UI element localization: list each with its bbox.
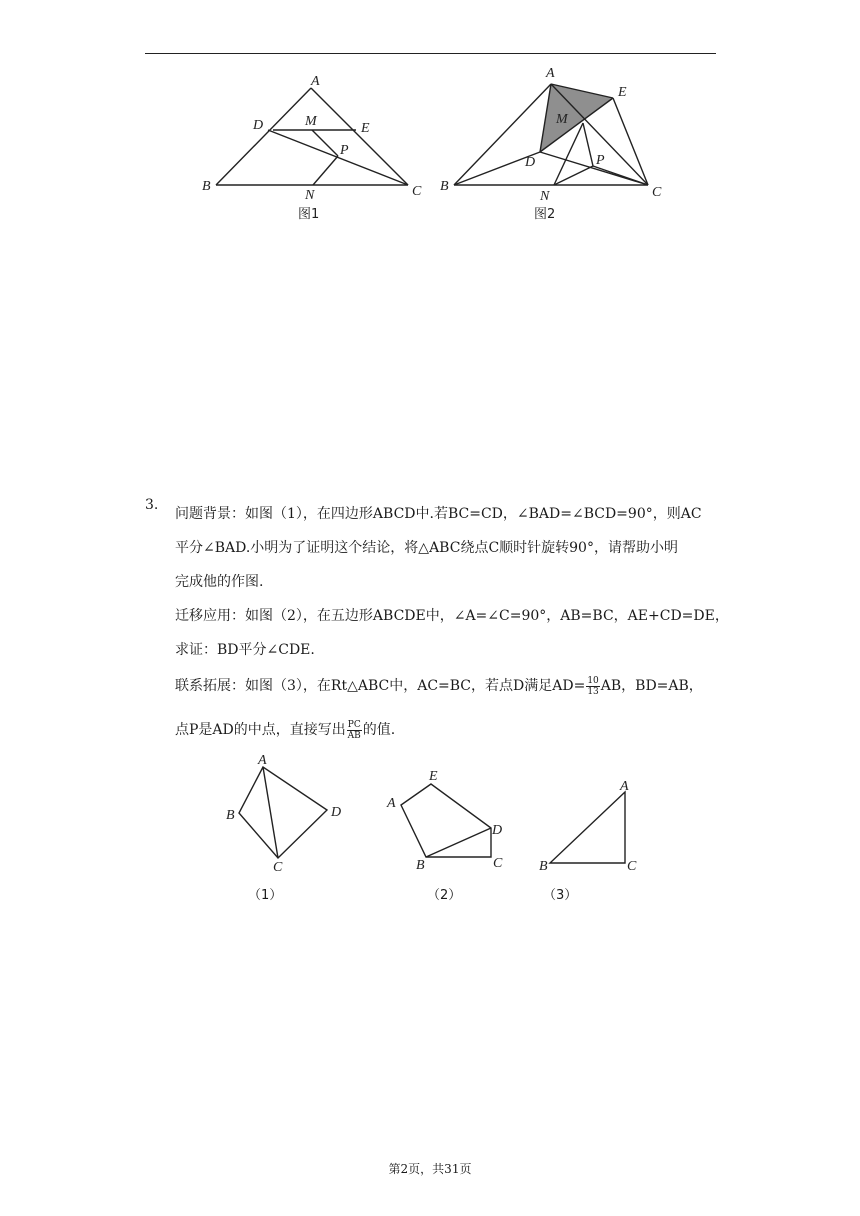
frac-num: 10 xyxy=(587,675,599,686)
line6-post: AB，BD=AB， xyxy=(600,678,703,694)
frac-den: 13 xyxy=(587,686,599,697)
frac-num: PC xyxy=(347,719,361,730)
fig1-label-p: P xyxy=(340,143,349,158)
sf2-label-d: D xyxy=(492,823,503,838)
fig1-label-a: A xyxy=(311,74,320,89)
fig1-label-m: M xyxy=(305,114,317,129)
fig2-label-a: A xyxy=(546,66,555,81)
line7-pre: 点P是AD的中点，直接写出 xyxy=(175,722,346,738)
question-line-7 xyxy=(175,719,395,741)
fig2-label-d: D xyxy=(525,155,536,170)
line7-post: 的值. xyxy=(362,722,396,738)
sf2-label-b: B xyxy=(416,858,425,873)
question-line-2: 平分∠BAD.小明为了证明这个结论，将△ABC绕点C顺时针旋转90°，请帮助小明 xyxy=(175,540,678,556)
question-line-5: 求证：BD平分∠CDE. xyxy=(175,642,315,658)
fig1-label-c: C xyxy=(412,184,422,199)
fig2-label-e: E xyxy=(618,85,627,100)
question-line-6 xyxy=(175,675,703,697)
small-fig3-caption: （3） xyxy=(543,888,578,903)
fig2-label-b: B xyxy=(440,179,449,194)
sf1-label-a: A xyxy=(258,753,267,768)
sf1-label-c: C xyxy=(273,860,283,875)
fig1-label-b: B xyxy=(202,179,211,194)
small-fig2-caption: （2） xyxy=(427,888,462,903)
sf2-label-c: C xyxy=(493,856,503,871)
fig1-label-n: N xyxy=(305,188,315,203)
figure-2 xyxy=(0,0,860,240)
sf2-label-e: E xyxy=(429,769,438,784)
fraction-pc-ab xyxy=(347,720,362,741)
fig1-label-e: E xyxy=(361,121,370,136)
sf1-label-b: B xyxy=(226,808,235,823)
sf3-label-a: A xyxy=(620,779,629,794)
sf2-label-a: A xyxy=(387,796,396,811)
shaded-triangle xyxy=(540,84,613,152)
fig2-label-c: C xyxy=(652,185,662,200)
fig2-caption: 图2 xyxy=(534,207,556,222)
sf3-label-c: C xyxy=(627,859,637,874)
question-line-1: 问题背景：如图（1），在四边形ABCD中.若BC=CD，∠BAD=∠BCD=90°，则AC xyxy=(175,506,702,522)
fig1-label-d: D xyxy=(253,118,264,133)
small-fig1-caption: （1） xyxy=(248,888,283,903)
page-footer: 第2页，共31页 xyxy=(388,1162,472,1176)
question-line-3: 完成他的作图. xyxy=(175,574,264,590)
fig2-label-m: M xyxy=(556,112,568,127)
question-line-4: 迁移应用：如图（2），在五边形ABCDE中，∠A=∠C=90°，AB=BC，AE+CD=DE， xyxy=(175,608,729,624)
sf1-label-d: D xyxy=(331,805,342,820)
line6-pre: 联系拓展：如图（3），在Rt△ABC中，AC=BC，若点D满足AD= xyxy=(175,678,586,694)
fig2-label-n: N xyxy=(540,189,550,204)
fraction-10-13 xyxy=(586,676,599,697)
sf3-label-b: B xyxy=(539,859,548,874)
fig2-label-p: P xyxy=(596,153,605,168)
fig1-caption: 图1 xyxy=(298,207,320,222)
question-number: 3. xyxy=(145,497,159,513)
frac-den: AB xyxy=(347,730,361,741)
